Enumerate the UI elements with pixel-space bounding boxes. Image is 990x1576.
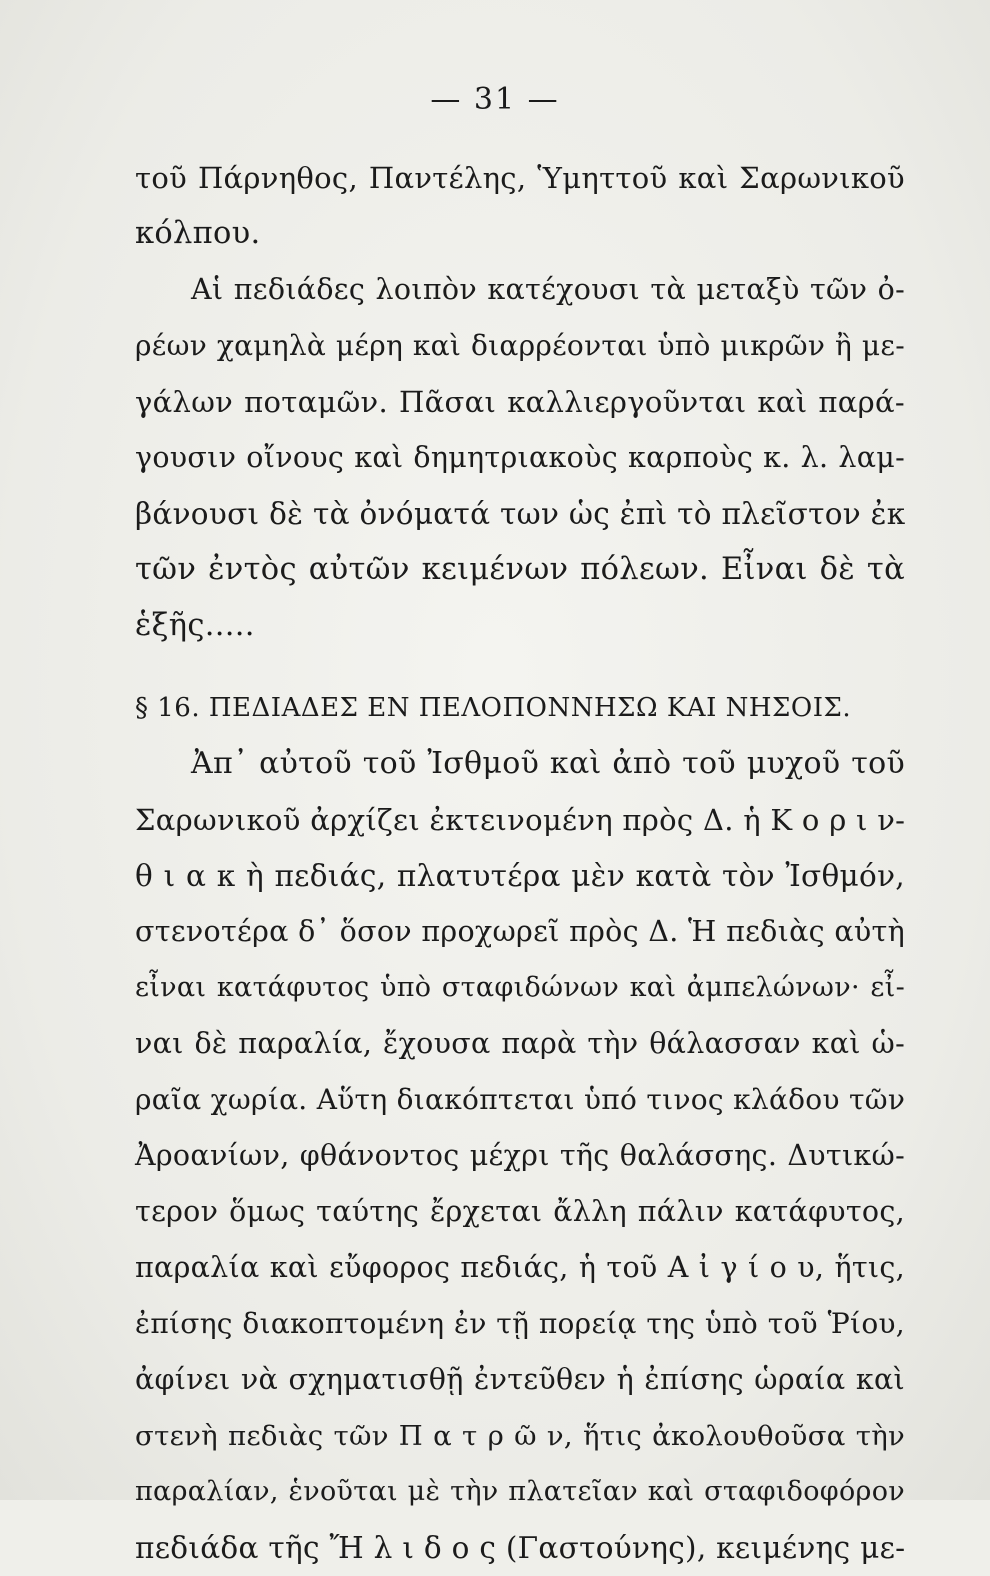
text-line: τερον ὅμως ταύτης ἔρχεται ἄλλη πάλιν κατάφυτος,: [135, 1195, 905, 1228]
text-line: ἐπίσης διακοπτομένη ἐν τῇ πορείᾳ της ὑπὸ τοῦ Ῥίου,: [135, 1307, 905, 1340]
text-line: γάλων ποταμῶν. Πᾶσαι καλλιεργοῦνται καὶ παρά-: [135, 385, 905, 419]
section-heading: § 16. ΠΕΔΙΑΔΕΣ ΕΝ ΠΕΛΟΠΟΝΝΗΣΩ ΚΑΙ ΝΗΣΟΙΣ.: [135, 693, 852, 723]
text-line: Αἱ πεδιάδες λοιπὸν κατέχουσι τὰ μεταξὺ τῶν ὀ-: [191, 273, 905, 306]
text-line: βάνουσι δὲ τὰ ὀνόματά των ὡς ἐπὶ τὸ πλεῖστον ἐκ: [135, 497, 906, 531]
text-line: ἀφίνει νὰ σχηματισθῇ ἐντεῦθεν ἡ ἐπίσης ὡραία καὶ: [135, 1363, 905, 1396]
text-line: ἑξῆς.....: [135, 608, 255, 643]
text-line: στενοτέρα δ᾽ ὅσον προχωρεῖ πρὸς Δ. Ἡ πεδιὰς αὐτὴ: [135, 915, 905, 948]
text-line: ραῖα χωρία. Αὕτη διακόπτεται ὑπό τινος κλάδου τῶν: [135, 1083, 906, 1116]
text-line: πεδιάδα τῆς Ἤ λ ι δ ο ς (Γαστούνης), κειμένης με-: [135, 1531, 906, 1565]
text-line: παραλίαν, ἑνοῦται μὲ τὴν πλατεῖαν καὶ σταφιδοφόρον: [135, 1476, 905, 1507]
text-line: Σαρωνικοῦ ἀρχίζει ἐκτεινομένη πρὸς Δ. ἡ Κ ο ρ ι ν-: [135, 803, 906, 837]
paragraph-1: [135, 150, 905, 262]
text-line: παραλία καὶ εὔφορος πεδιάς, ἡ τοῦ Α ἰ γ ί ο υ, ἥτις,: [135, 1251, 905, 1284]
text-line: κόλπου.: [135, 216, 261, 251]
text-line: ρέων χαμηλὰ μέρη καὶ διαρρέονται ὑπὸ μικρῶν ἢ με-: [135, 329, 905, 362]
paragraph-2: [135, 262, 905, 654]
text-line: τοῦ Πάρνηθος, Παντέλης, Ὑμηττοῦ καὶ Σαρωνικοῦ: [135, 161, 905, 195]
page-number: — 31 —: [430, 82, 560, 117]
text-line: γουσιν οἴνους καὶ δημητριακοὺς καρποὺς κ. λ. λαμ-: [135, 441, 905, 474]
text-line: θ ι α κ ὴ πεδιάς, πλατυτέρα μὲν κατὰ τὸν Ἰσθμόν,: [135, 859, 905, 893]
paragraph-3: [135, 736, 905, 1576]
text-line: ναι δὲ παραλία, ἔχουσα παρὰ τὴν θάλασσαν καὶ ὡ-: [135, 1027, 905, 1060]
text-line: Ἀροανίων, φθάνοντος μέχρι τῆς θαλάσσης. Δυτικώ-: [135, 1139, 905, 1172]
text-line: στενὴ πεδιὰς τῶν Π α τ ρ ῶ ν, ἥτις ἀκολουθοῦσα τὴν: [135, 1420, 905, 1452]
text-line: εἶναι κατάφυτος ὑπὸ σταφιδώνων καὶ ἀμπελώνων· εἶ-: [135, 972, 905, 1003]
body-text: [135, 150, 905, 1576]
text-line: τῶν ἐντὸς αὐτῶν κειμένων πόλεων. Εἶναι δὲ τὰ: [135, 552, 905, 587]
text-line: Ἀπ᾽ αὐτοῦ τοῦ Ἰσθμοῦ καὶ ἀπὸ τοῦ μυχοῦ τοῦ: [191, 746, 905, 781]
